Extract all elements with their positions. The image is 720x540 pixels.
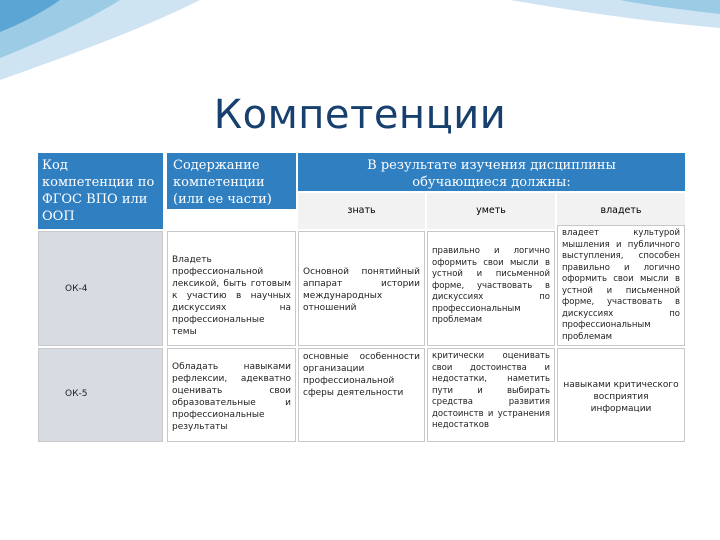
table-row-own — [557, 348, 685, 442]
can-text: правильно и логично оформить свои мысли в устной и письменной форме, участвовать в дискуссиях по профессиональным проблемам — [432, 246, 550, 325]
header-content — [167, 153, 296, 209]
table-row-content — [167, 231, 296, 346]
header-results-label: В результате изучения дисциплины обучающиеся должны: — [367, 158, 616, 190]
table-row-code — [38, 348, 163, 442]
table-row-can — [427, 348, 555, 442]
subheader-know — [298, 193, 425, 229]
code-label: ОК-4 — [65, 284, 88, 294]
table-row-can — [427, 231, 555, 346]
can-text: критически оценивать свои достоинства и недостатки, наметить пути и выбирать средства развития достоинств и устранения недостатков — [432, 351, 550, 430]
header-results — [298, 153, 685, 191]
subheader-own-label: владеть — [600, 205, 642, 216]
header-content-label: Содержание компетенции (или ее части) — [173, 158, 272, 207]
table-row-code — [38, 231, 163, 346]
know-text: Основной понятийный аппарат истории международных отношений — [303, 267, 420, 313]
table-row-content — [167, 348, 296, 442]
table-row-know — [298, 231, 425, 346]
table-row-know — [298, 348, 425, 442]
know-text: основные особенности организации профессиональной сферы деятельности — [303, 352, 420, 398]
content-text: Обладать навыками рефлексии, адекватно оценивать свои образовательные и профессиональные результаты — [172, 362, 291, 432]
subheader-can — [427, 193, 555, 229]
slide-title: Компетенции — [213, 92, 507, 138]
subheader-own — [557, 193, 685, 229]
content-text: Владеть профессиональной лексикой, быть готовым к участию в научных дискуссиях на профессиональные темы — [172, 255, 291, 337]
own-text: навыками критического восприятия информации — [563, 380, 679, 414]
subheader-can-label: уметь — [476, 205, 506, 216]
header-code-label: Код компетенции по ФГОС ВПО или ООП — [42, 158, 155, 224]
code-label: ОК-5 — [65, 389, 88, 399]
table-row-own — [557, 225, 685, 346]
subheader-know-label: знать — [347, 205, 376, 216]
own-text: владеет культурой мышления и публичного выступления, способен правильно и логично оформить свои мысли в устной и письменной форме, участвовать в дискуссиях по профессиональным проблемам — [562, 228, 680, 342]
header-code — [38, 153, 163, 229]
